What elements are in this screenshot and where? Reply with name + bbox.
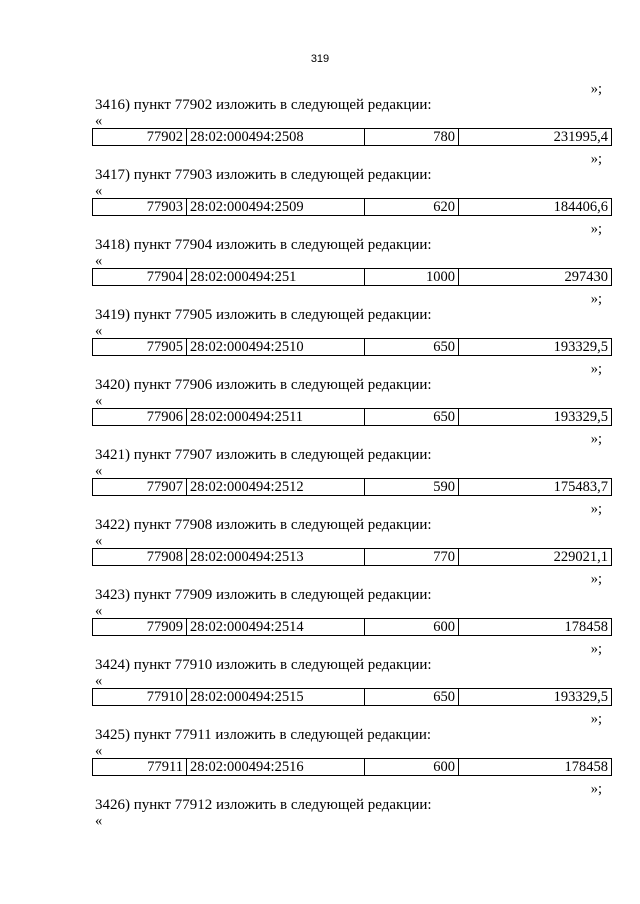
amendment-block bbox=[92, 712, 612, 782]
table-row bbox=[93, 759, 612, 776]
cadastral-number-cell: 28:02:000494:2508 bbox=[187, 129, 365, 146]
cadastral-number-cell: 28:02:000494:2516 bbox=[187, 759, 365, 776]
cadastral-number-cell: 28:02:000494:2514 bbox=[187, 619, 365, 636]
amendment-heading: 3421) пункт 77907 изложить в следующей редакции: bbox=[95, 447, 432, 463]
table-row bbox=[93, 199, 612, 216]
area-cell: 780 bbox=[365, 129, 459, 146]
amendment-block bbox=[92, 82, 612, 152]
cadastral-number-cell: 28:02:000494:2509 bbox=[187, 199, 365, 216]
area-cell: 650 bbox=[365, 409, 459, 426]
cadastral-number-cell: 28:02:000494:2512 bbox=[187, 479, 365, 496]
area-cell: 770 bbox=[365, 549, 459, 566]
page-number: 319 bbox=[310, 53, 330, 65]
area-cell: 650 bbox=[365, 689, 459, 706]
amendment-block bbox=[92, 782, 612, 852]
entry-table bbox=[92, 478, 612, 496]
amendment-block bbox=[92, 362, 612, 432]
amendment-heading: 3417) пункт 77903 изложить в следующей редакции: bbox=[95, 167, 432, 183]
opening-quote: « bbox=[95, 183, 103, 199]
cadastral-number-cell: 28:02:000494:2510 bbox=[187, 339, 365, 356]
opening-quote: « bbox=[95, 673, 103, 689]
cadastral-number-cell: 28:02:000494:251 bbox=[187, 269, 365, 286]
item-number-cell: 77906 bbox=[93, 409, 187, 426]
cadastral-number-cell: 28:02:000494:2513 bbox=[187, 549, 365, 566]
value-cell: 178458 bbox=[459, 759, 612, 776]
amendment-heading: 3425) пункт 77911 изложить в следующей редакции: bbox=[95, 727, 432, 743]
area-cell: 650 bbox=[365, 339, 459, 356]
item-number-cell: 77902 bbox=[93, 129, 187, 146]
closing-quote: »; bbox=[590, 711, 602, 727]
closing-quote: »; bbox=[590, 291, 602, 307]
opening-quote: « bbox=[95, 393, 103, 409]
value-cell: 175483,7 bbox=[459, 479, 612, 496]
closing-quote: »; bbox=[590, 571, 602, 587]
amendment-heading: 3426) пункт 77912 изложить в следующей редакции: bbox=[95, 797, 432, 813]
area-cell: 600 bbox=[365, 759, 459, 776]
area-cell: 590 bbox=[365, 479, 459, 496]
opening-quote: « bbox=[95, 813, 103, 829]
amendment-heading: 3424) пункт 77910 изложить в следующей редакции: bbox=[95, 657, 432, 673]
value-cell: 193329,5 bbox=[459, 409, 612, 426]
amendment-heading: 3420) пункт 77906 изложить в следующей редакции: bbox=[95, 377, 432, 393]
item-number-cell: 77909 bbox=[93, 619, 187, 636]
value-cell: 184406,6 bbox=[459, 199, 612, 216]
amendment-heading: 3418) пункт 77904 изложить в следующей редакции: bbox=[95, 237, 432, 253]
amendment-heading: 3416) пункт 77902 изложить в следующей редакции: bbox=[95, 97, 432, 113]
item-number-cell: 77911 bbox=[93, 759, 187, 776]
table-row bbox=[93, 549, 612, 566]
entry-table bbox=[92, 758, 612, 776]
closing-quote: »; bbox=[590, 221, 602, 237]
item-number-cell: 77908 bbox=[93, 549, 187, 566]
entry-table bbox=[92, 338, 612, 356]
amendment-block bbox=[92, 642, 612, 712]
area-cell: 1000 bbox=[365, 269, 459, 286]
opening-quote: « bbox=[95, 603, 103, 619]
amendment-block bbox=[92, 502, 612, 572]
item-number-cell: 77904 bbox=[93, 269, 187, 286]
opening-quote: « bbox=[95, 463, 103, 479]
amendment-block bbox=[92, 572, 612, 642]
table-row bbox=[93, 619, 612, 636]
entry-table bbox=[92, 688, 612, 706]
value-cell: 193329,5 bbox=[459, 689, 612, 706]
closing-quote: »; bbox=[590, 431, 602, 447]
closing-quote: »; bbox=[590, 501, 602, 517]
value-cell: 193329,5 bbox=[459, 339, 612, 356]
table-row bbox=[93, 129, 612, 146]
closing-quote: »; bbox=[590, 361, 602, 377]
amendment-heading: 3423) пункт 77909 изложить в следующей редакции: bbox=[95, 587, 432, 603]
item-number-cell: 77910 bbox=[93, 689, 187, 706]
amendment-heading: 3422) пункт 77908 изложить в следующей редакции: bbox=[95, 517, 432, 533]
document-body bbox=[92, 82, 612, 852]
table-row bbox=[93, 479, 612, 496]
amendment-heading: 3419) пункт 77905 изложить в следующей редакции: bbox=[95, 307, 432, 323]
value-cell: 229021,1 bbox=[459, 549, 612, 566]
area-cell: 600 bbox=[365, 619, 459, 636]
item-number-cell: 77907 bbox=[93, 479, 187, 496]
opening-quote: « bbox=[95, 253, 103, 269]
opening-quote: « bbox=[95, 533, 103, 549]
closing-quote: »; bbox=[590, 781, 602, 797]
amendment-block bbox=[92, 152, 612, 222]
value-cell: 297430 bbox=[459, 269, 612, 286]
item-number-cell: 77903 bbox=[93, 199, 187, 216]
value-cell: 231995,4 bbox=[459, 129, 612, 146]
entry-table bbox=[92, 198, 612, 216]
value-cell: 178458 bbox=[459, 619, 612, 636]
closing-quote: »; bbox=[590, 81, 602, 97]
entry-table bbox=[92, 618, 612, 636]
amendment-block bbox=[92, 222, 612, 292]
item-number-cell: 77905 bbox=[93, 339, 187, 356]
opening-quote: « bbox=[95, 113, 103, 129]
closing-quote: »; bbox=[590, 641, 602, 657]
entry-table bbox=[92, 268, 612, 286]
entry-table bbox=[92, 128, 612, 146]
entry-table bbox=[92, 408, 612, 426]
cadastral-number-cell: 28:02:000494:2515 bbox=[187, 689, 365, 706]
closing-quote: »; bbox=[590, 151, 602, 167]
opening-quote: « bbox=[95, 323, 103, 339]
table-row bbox=[93, 409, 612, 426]
opening-quote: « bbox=[95, 743, 103, 759]
entry-table bbox=[92, 548, 612, 566]
table-row bbox=[93, 689, 612, 706]
area-cell: 620 bbox=[365, 199, 459, 216]
amendment-block bbox=[92, 432, 612, 502]
table-row bbox=[93, 269, 612, 286]
amendment-block bbox=[92, 292, 612, 362]
cadastral-number-cell: 28:02:000494:2511 bbox=[187, 409, 365, 426]
table-row bbox=[93, 339, 612, 356]
